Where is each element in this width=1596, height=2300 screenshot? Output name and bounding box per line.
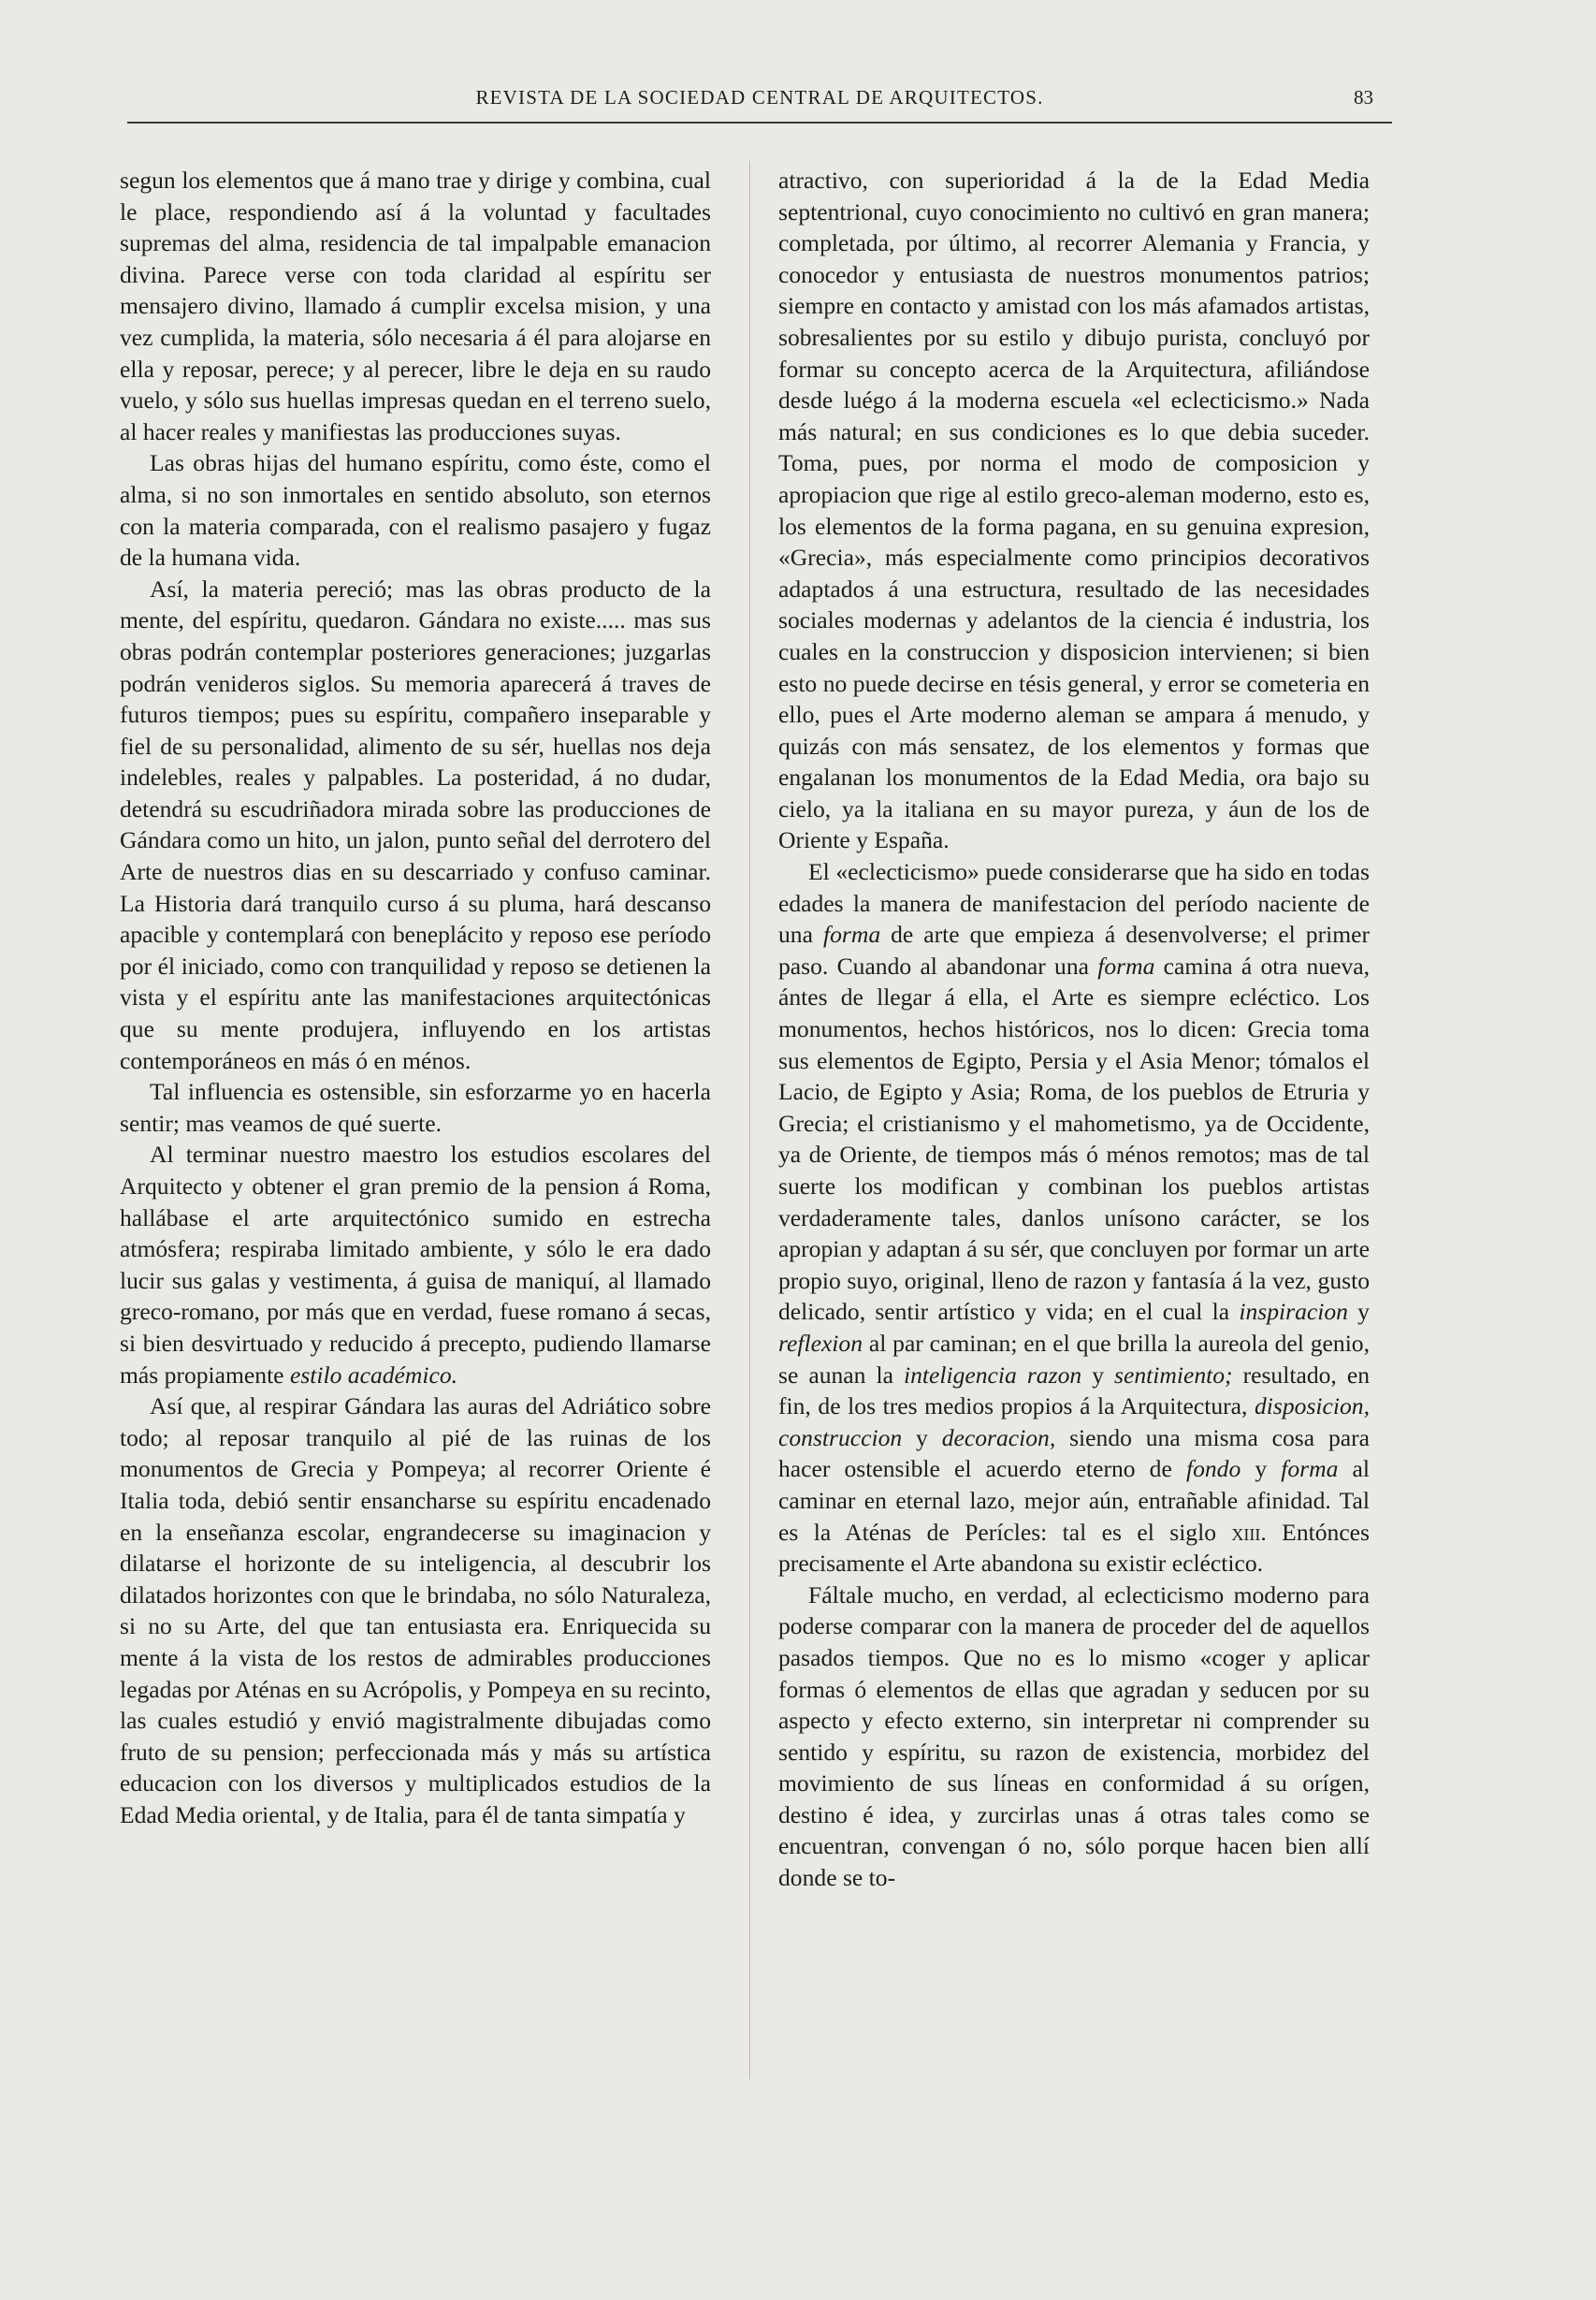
text-run: El «eclecticismo» puede considerarse que ha sido en todas edades la manera de manifestacion del período naciente de una — [778, 858, 1370, 949]
text-run: al caminar en eternal lazo, mejor aún, entrañable afinidad. Tal es la Aténas de Perícles: tal es el siglo — [778, 1455, 1370, 1546]
paragraph: Tal influencia es ostensible, sin esforzarme yo en hacerla sentir; mas veamos de qué suerte. — [120, 1078, 711, 1137]
paragraph — [120, 1139, 711, 1390]
text-run: camina á otra nueva, ántes de llegar á ella, el Arte es siempre ecléctico. Los monumentos, hechos históricos, nos lo dicen: Grecia toma sus elementos de Egipto, Persia y el Asia Menor; tómalos el Lacio, de Egipto y Asia; Roma, de los pueblos de Etruria y Grecia; el cristianismo y el mahometismo, ya de Occidente, ya de Oriente, de tiempos más ó ménos remotos; mas de tal suerte los modifican y combinan los pueblos artistas verdaderamente tales, danlos unísono carácter, se los apropian y adaptan á su sér, que concluyen por formar un arte propio suyo, original, lleno de razon y fantasía á la vez, gusto delicado, sentir artístico y vida; en el cual la — [778, 952, 1370, 1326]
header-rule — [127, 122, 1392, 124]
paragraph — [778, 856, 1370, 1579]
column-divider — [749, 161, 750, 2079]
century-numeral: xiii — [1231, 1518, 1261, 1546]
italic-run: decoracion, — [941, 1423, 1056, 1451]
italic-run: forma — [1097, 952, 1155, 980]
right-column — [778, 165, 1370, 1894]
text-run: y — [1081, 1361, 1115, 1389]
paragraph: atractivo, con superioridad á la de la Edad Media septentrional, cuyo conocimiento no cultivó en gran manera; completada, por último, al recorrer Alemania y Francia, y conocedor y entusiasta de nuestros monumentos patrios; siempre en contacto y amistad con los más afamados artistas, sobresalientes por su estilo y dibujo purista, concluyó por formar su concepto acerca de la Arquitectura, afiliándose desde luégo á la moderna escuela «el eclecticismo.» Nada más natural; en sus condiciones es lo que debia suceder. Toma, pues, por norma el modo de composicion y apropiacion que rige al estilo greco-aleman moderno, esto es, los elementos de la forma pagana, en su genuina expresion, «Grecia», más especialmente como principios decorativos adaptados á una estructura, resultado de las necesidades sociales modernas y adelantos de la ciencia é industria, los cuales en la construccion y disposicion intervienen; si bien esto no puede decirse en tésis general, y error se cometeria en ello, pues el Arte moderno aleman se ampara á menudo, y quizás con más sensatez, de los elementos y formas que engalanan los monumentos de la Edad Media, ora bajo su cielo, ya la italiana en su mayor pureza, y áun de los de Oriente y España. — [778, 167, 1370, 854]
text-run: Al terminar nuestro maestro los estudios escolares del Arquitecto y obtener el gran premio de la pension á Roma, hallábase el arte arquitectónico sumido en estrecha atmósfera; respiraba limitado ambiente, y sólo le era dado lucir sus galas y vestimenta, á guisa de maniquí, al llamado greco-romano, por más que en verdad, fuese romano á secas, si bien desvirtuado y reducido á precepto, pudiendo llamarse más propiamente — [120, 1141, 711, 1389]
paragraph: Así, la materia pereció; mas las obras producto de la mente, del espíritu, quedaron. Gándara no existe..... mas sus obras podrán contemplar posteriores generaciones; juzgarlas podrán venideros siglos. Su memoria aparecerá á traves de futuros tiempos; pues su espíritu, compañero inseparable y fiel de su personalidad, alimento de su sér, huellas nos deja indelebles, reales y palpables. La posteridad, á no dudar, detendrá su escudriñadora mirada sobre las producciones de Gándara como un hito, un jalon, punto señal del derrotero del Arte de nuestros dias en su descarriado y confuso caminar. La Historia dará tranquilo curso á su pluma, hará descanso apacible y contemplará con beneplácito y reposo ese período por él iniciado, como con tranquilidad y reposo se detienen la vista y el espíritu ante las manifestaciones arquitectónicas que su mente produjera, influyendo en los artistas contemporáneos en más ó en ménos. — [120, 575, 711, 1074]
italic-run: estilo académico. — [289, 1361, 458, 1389]
text-run: siendo una misma cosa para hacer ostensible el acuerdo eterno de — [778, 1423, 1370, 1483]
paragraph: Las obras hijas del humano espíritu, como éste, como el alma, si no son inmortales en sentido absoluto, son eternos con la materia comparada, con el realismo pasajero y fugaz de la humana vida. — [120, 449, 711, 572]
italic-run: forma — [1281, 1455, 1339, 1483]
text-run: y — [1241, 1455, 1282, 1483]
italic-run: disposicion, construccion — [778, 1392, 1370, 1451]
left-column — [120, 165, 711, 1830]
italic-run: sentimiento; — [1114, 1361, 1233, 1389]
italic-run: inspiracion — [1239, 1298, 1348, 1326]
italic-run: forma — [822, 921, 881, 949]
italic-run: fondo — [1185, 1455, 1241, 1483]
italic-run: reflexion — [778, 1329, 863, 1357]
journal-title: REVISTA DE LA SOCIEDAD CENTRAL DE ARQUITECTOS. — [475, 86, 1044, 109]
text-run: de arte que empieza á desenvolverse; el primer paso. Cuando al abandonar una — [778, 921, 1371, 980]
text-run: y — [1347, 1298, 1370, 1326]
paragraph: Fáltale mucho, en verdad, al eclecticismo moderno para poderse comparar con la manera de proceder del de aquellos pasados tiempos. Que no es lo mismo «coger y aplicar formas ó elementos de ellas que agradan y seducen por su aspecto y efecto externo, sin interpretar ni comprender su sentido y espíritu, su razon de existencia, morbidez del movimiento de sus líneas en conformidad á su orígen, destino é idea, y zurcirlas unas á otras tales como se encuentran, convengan ó no, sólo porque hacen bien allí donde se to- — [778, 1580, 1370, 1892]
italic-run: inteligencia razon — [904, 1361, 1082, 1389]
text-run: resultado, en fin, de los tres medios propios á la Arquitectura, — [778, 1361, 1370, 1420]
text-run: . Entónces precisamente el Arte abandona su existir ecléctico. — [778, 1518, 1370, 1578]
paragraph: segun los elementos que á mano trae y dirige y combina, cual le place, respondiendo así á la voluntad y facultades supremas del alma, residencia de tal impalpable emanacion divina. Parece verse con toda claridad al espíritu ser mensajero divino, llamado á cumplir excelsa mision, y una vez cumplida, la materia, sólo necesaria á él para alojarse en ella y reposar, perece; y al perecer, libre le deja en su raudo vuelo, y sólo sus huellas impresas quedan en el terreno suelo, al hacer reales y manifiestas las producciones suyas. — [120, 167, 711, 445]
page-number: 83 — [1354, 86, 1373, 109]
text-run: al par caminan; en el que brilla la aureola del genio, se aunan la — [778, 1329, 1370, 1389]
text-run: y — [902, 1423, 942, 1451]
running-header — [127, 82, 1392, 120]
paragraph: Así que, al respirar Gándara las auras del Adriático sobre todo; al reposar tranquilo al pié de las ruinas de los monumentos de Grecia y Pompeya; al recorrer Oriente é Italia toda, debió sentir ensancharse su espíritu encadenado en la enseñanza escolar, engrandecerse su imaginacion y dilatarse el horizonte de su inteligencia, al descubrir los dilatados horizontes con que le brindaba, no sólo Naturaleza, si no su Arte, del que tan entusiasta era. Enriquecida su mente á la vista de los restos de admirables producciones legadas por Aténas en su Acrópolis, y Pompeya en su recinto, las cuales estudió y envió magistralmente dibujadas como fruto de su pension; perfeccionada más y más su artística educacion con los diversos y multiplicados estudios de la Edad Media oriental, y de Italia, para él de tanta simpatía y — [120, 1392, 711, 1828]
